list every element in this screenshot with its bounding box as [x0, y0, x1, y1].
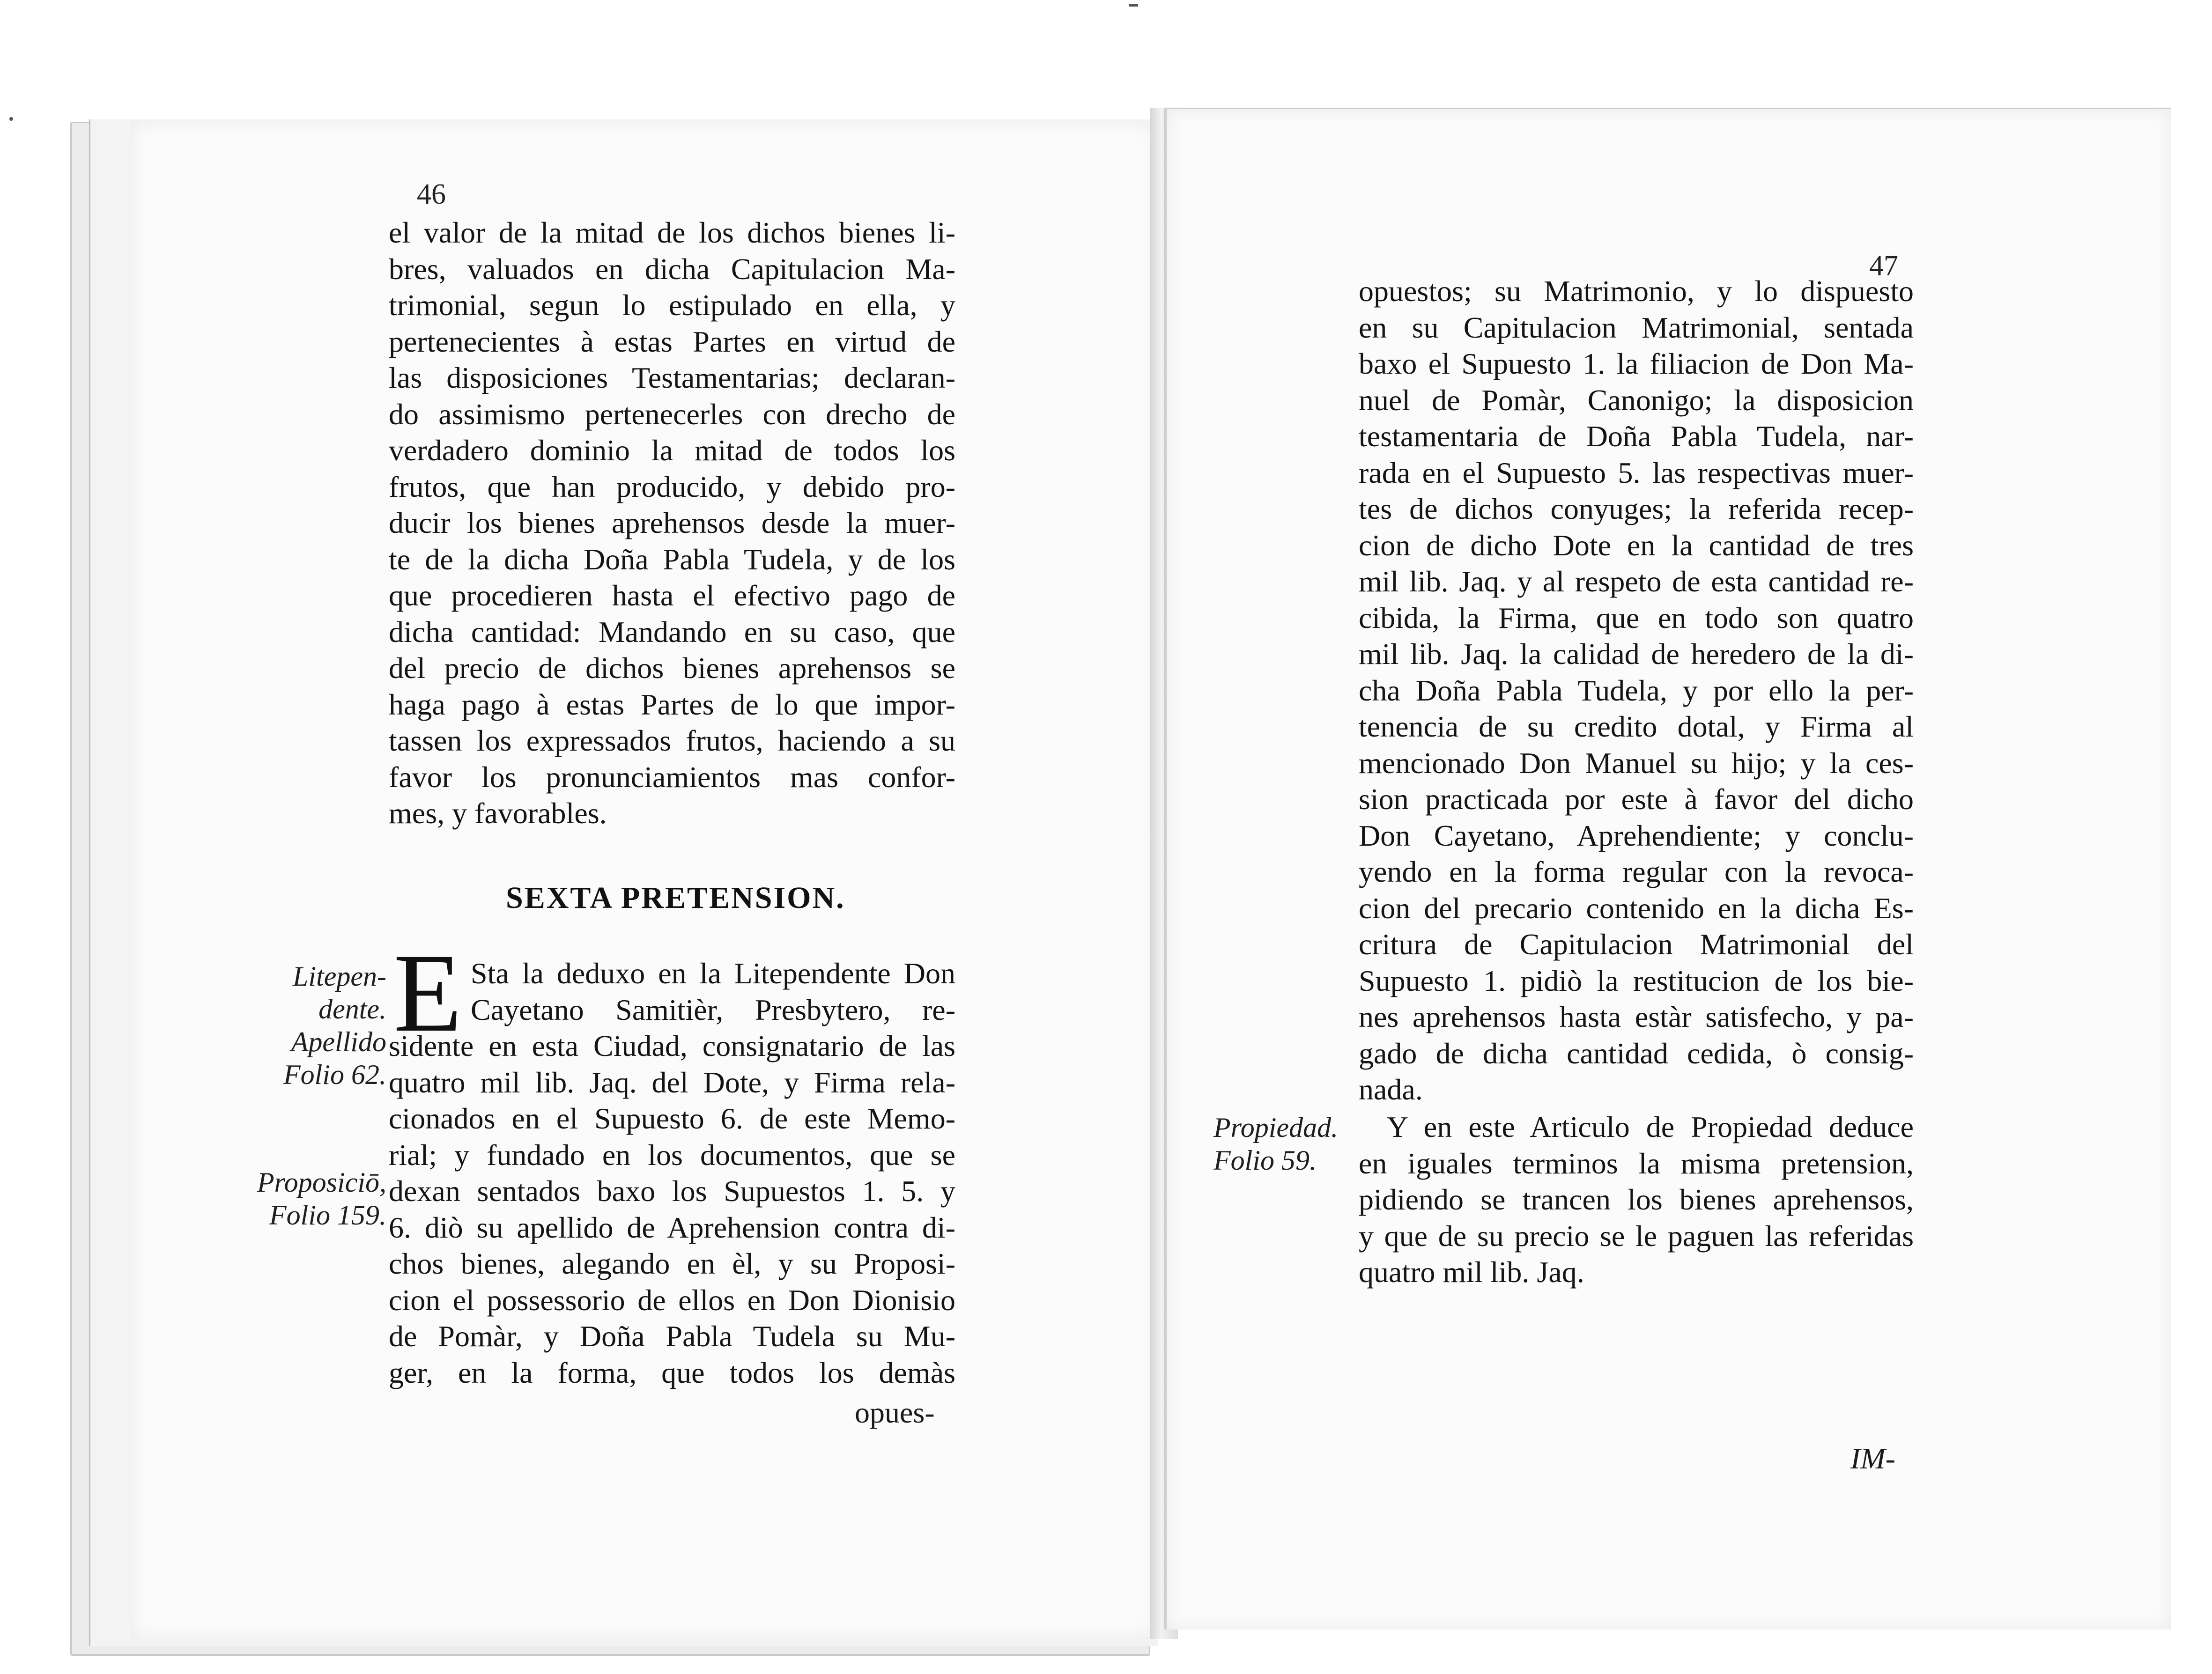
text-line: opuestos; su Matrimonio, y lo dispuesto	[1359, 274, 1914, 308]
text-line: rial; y fundado en los documentos, que se	[389, 1138, 955, 1172]
text-line: en iguales terminos la misma pretension,	[1359, 1146, 1914, 1180]
text-line: sidente en esta Ciudad, consignatario de las	[389, 1029, 955, 1062]
left-page	[131, 122, 1159, 1639]
text-line: ger, en la forma, que todos los demàs	[389, 1356, 955, 1389]
text-line: baxo el Supuesto 1. la filiacion de Don Ma-	[1359, 347, 1914, 380]
text-line: dicha cantidad: Mandando en su caso, que	[389, 615, 955, 649]
section-heading: SEXTA PRETENSION.	[506, 881, 845, 915]
text-line: quatro mil lib. Jaq. del Dote, y Firma rela-	[389, 1065, 955, 1099]
text-line: el valor de la mitad de los dichos bienes li-	[389, 216, 955, 249]
text-line: cion del precario contenido en la dicha Es-	[1359, 891, 1914, 925]
text-line: gado de dicha cantidad cedida, ò consig-	[1359, 1036, 1914, 1070]
text-line: nuel de Pomàr, Canonigo; la disposicion	[1359, 383, 1914, 417]
text-line: rada en el Supuesto 5. las respectivas muer-	[1359, 456, 1914, 489]
right-main-text	[1359, 273, 1914, 1108]
text-line: critura de Capitulacion Matrimonial del	[1359, 928, 1914, 961]
page-number-left: 46	[417, 178, 446, 210]
left-opening-text	[389, 214, 955, 832]
text-line: sion practicada por este à favor del dicho	[1359, 782, 1914, 816]
margin-note-line: Propiedad.	[1213, 1112, 1339, 1143]
text-line: cha Doña Pabla Tudela, y por ello la per-	[1359, 673, 1914, 707]
text-line: y que de su precio se le paguen las referidas	[1359, 1219, 1914, 1253]
stray-mark	[9, 117, 13, 121]
text-line: cion de dicho Dote en la cantidad de tres	[1359, 528, 1914, 562]
catchword-left: opues-	[855, 1396, 935, 1429]
text-line: ducir los bienes aprehensos desde la muer-	[389, 506, 955, 539]
right-property-text	[1359, 1109, 1914, 1291]
text-line: tes de dichos conyuges; la referida recep-	[1359, 492, 1914, 525]
text-line: nada.	[1359, 1073, 1423, 1106]
stray-mark-top	[1129, 4, 1138, 7]
text-line: mes, y favorables.	[389, 796, 607, 830]
text-line: trimonial, segun lo estipulado en ella, y	[389, 288, 955, 322]
text-line: chos bienes, alegando en èl, y su Proposi-	[389, 1247, 955, 1280]
text-line: tassen los expressados frutos, haciendo a su	[389, 724, 955, 757]
text-line: dexan sentados baxo los Supuestos 1. 5. y	[389, 1174, 955, 1208]
margin-note-litependente	[246, 960, 386, 1091]
margin-note-line: Proposiciō,	[257, 1167, 386, 1198]
text-line: Sta la deduxo en la Litependente Don	[471, 957, 955, 990]
margin-note-proposicion	[246, 1166, 386, 1232]
text-line: bres, valuados en dicha Capitulacion Ma-	[389, 252, 955, 286]
text-line: Supuesto 1. pidiò la restitucion de los bie-	[1359, 964, 1914, 997]
text-line: frutos, que han producido, y debido pro-	[389, 470, 955, 503]
text-line: las disposiciones Testamentarias; declaran-	[389, 361, 955, 394]
text-line: tenencia de su credito dotal, y Firma al	[1359, 710, 1914, 743]
text-line: quatro mil lib. Jaq.	[1359, 1255, 1584, 1289]
text-line: do assimismo pertenecerles con drecho de	[389, 397, 955, 431]
text-line: cion el possessorio de ellos en Don Dionisio	[389, 1283, 955, 1317]
text-line: Y en este Articulo de Propiedad deduce	[1387, 1110, 1914, 1143]
margin-note-line: Apellido	[291, 1026, 386, 1057]
text-line: en su Capitulacion Matrimonial, sentada	[1359, 310, 1914, 344]
text-line: nes aprehensos hasta estàr satisfecho, y pa-	[1359, 1000, 1914, 1033]
text-line: 6. diò su apellido de Aprehension contra di-	[389, 1210, 955, 1244]
page-number-right: 47	[1869, 250, 1898, 282]
text-line: mencionado Don Manuel su hijo; y la ces-	[1359, 746, 1914, 780]
margin-note-line: dente.	[318, 994, 386, 1025]
right-page	[1164, 108, 2171, 1630]
text-line: de Pomàr, y Doña Pabla Tudela su Mu-	[389, 1320, 955, 1353]
text-line: que procedieren hasta el efectivo pago de	[389, 579, 955, 612]
text-line: mil lib. Jaq. la calidad de heredero de la di-	[1359, 637, 1914, 671]
text-line: Cayetano Samitièr, Presbytero, re-	[471, 993, 955, 1026]
margin-note-line: Folio 59.	[1213, 1145, 1317, 1176]
margin-note-line: Folio 159.	[269, 1200, 386, 1231]
text-line: pidiendo se trancen los bienes aprehensos,	[1359, 1183, 1914, 1216]
margin-note-line: Folio 62.	[283, 1059, 386, 1090]
text-line: yendo en la forma regular con la revoca-	[1359, 855, 1914, 888]
margin-note-line: Litepen-	[293, 961, 386, 992]
text-line: mil lib. Jaq. y al respeto de esta cantidad re-	[1359, 565, 1914, 598]
text-line: pertenecientes à estas Partes en virtud de	[389, 324, 955, 358]
drop-cap: E	[393, 930, 462, 1055]
text-line: testamentaria de Doña Pabla Tudela, nar-	[1359, 420, 1914, 453]
text-line: del precio de dichos bienes aprehensos se	[389, 651, 955, 685]
catchword-right: IM-	[1850, 1442, 1895, 1475]
text-line: verdadero dominio la mitad de todos los	[389, 434, 955, 467]
text-line: cionados en el Supuesto 6. de este Memo-	[389, 1102, 955, 1135]
text-line: Don Cayetano, Aprehendiente; y conclu-	[1359, 819, 1914, 852]
open-book	[28, 52, 2154, 1644]
text-line: favor los pronunciamientos mas confor-	[389, 760, 955, 794]
margin-note-propiedad	[1213, 1111, 1349, 1177]
text-line: cibida, la Firma, que en todo son quatro	[1359, 601, 1914, 634]
left-section-text	[389, 955, 955, 1391]
text-line: te de la dicha Doña Pabla Tudela, y de los	[389, 542, 955, 576]
text-line: haga pago à estas Partes de lo que impor-	[389, 687, 955, 721]
